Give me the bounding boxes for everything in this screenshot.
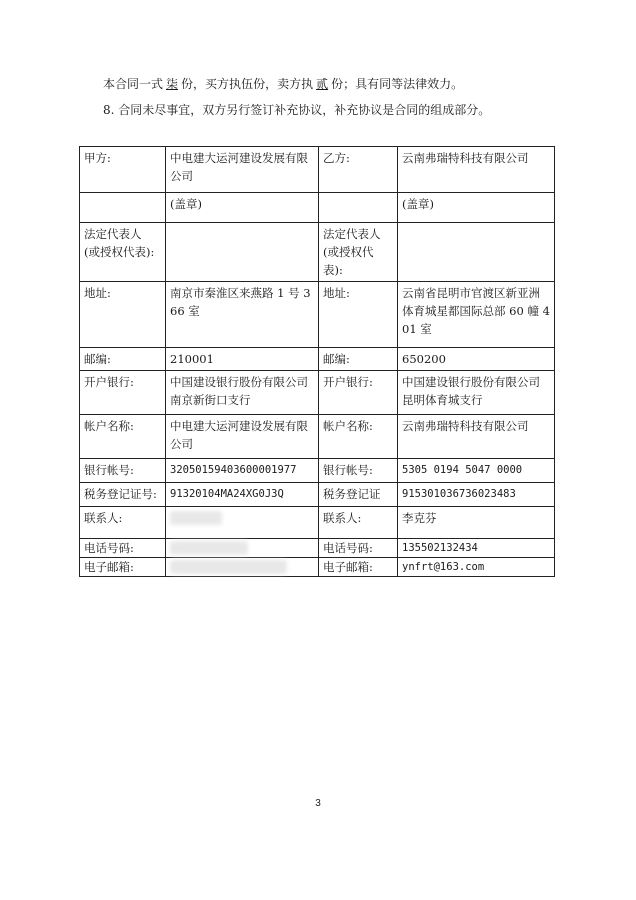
party-b-name: 云南弗瑞特科技有限公司: [398, 147, 555, 193]
table-row: [80, 507, 555, 539]
redacted-text: [170, 541, 248, 555]
copies-mid2: 份，卖方执: [253, 77, 314, 91]
table-row: [80, 415, 555, 459]
party-b-address: 云南省昆明市官渡区新亚洲体育城星都国际总部 60 幢 401 室: [398, 282, 555, 348]
party-b-account-name-label: 帐户名称:: [319, 415, 398, 459]
copies-clause: [103, 76, 463, 92]
party-a-label: 甲方:: [80, 147, 166, 193]
party-b-contact: 李克芬: [398, 507, 555, 539]
party-b-seal-note: (盖章): [398, 193, 555, 223]
table-row: [80, 193, 555, 223]
party-b-contact-label: 联系人:: [319, 507, 398, 539]
party-b-account-no: 5305 0194 5047 0000: [398, 459, 555, 483]
party-b-rep-label: 法定代表人 (或授权代表):: [319, 223, 398, 282]
party-a-seal-note: (盖章): [166, 193, 319, 223]
party-a-tax-id-label: 税务登记证号:: [80, 483, 166, 507]
party-a-email-label: 电子邮箱:: [80, 558, 166, 577]
party-a-phone-label: 电话号码:: [80, 539, 166, 558]
redacted-text: [170, 511, 222, 525]
party-b-tax-id: 915301036736023483: [398, 483, 555, 507]
party-b-phone-label: 电话号码:: [319, 539, 398, 558]
party-a-bank: 中国建设银行股份有限公司南京新街口支行: [166, 371, 319, 415]
table-row: [80, 539, 555, 558]
party-a-rep-label: 法定代表人 (或授权代表):: [80, 223, 166, 282]
party-b-email-label: 电子邮箱:: [319, 558, 398, 577]
party-a-name: 中电建大运河建设发展有限公司: [166, 147, 319, 193]
empty-cell: [80, 193, 166, 223]
party-a-postcode: 210001: [166, 348, 319, 371]
supplement-clause: 8. 合同未尽事宜，双方另行签订补充协议，补充协议是合同的组成部分。: [103, 103, 491, 117]
party-a-email: [166, 558, 319, 577]
party-a-contact-label: 联系人:: [80, 507, 166, 539]
total-copies: 柒: [166, 77, 179, 91]
party-b-postcode-label: 邮编:: [319, 348, 398, 371]
party-b-postcode: 650200: [398, 348, 555, 371]
party-a-postcode-label: 邮编:: [80, 348, 166, 371]
party-a-account-name-label: 帐户名称:: [80, 415, 166, 459]
table-row: [80, 282, 555, 348]
page-number: 3: [315, 798, 321, 809]
party-b-address-label: 地址:: [319, 282, 398, 348]
table-row: [80, 223, 555, 282]
table-row: [80, 348, 555, 371]
party-info-table: [79, 146, 555, 577]
party-b-bank-label: 开户银行:: [319, 371, 398, 415]
party-a-rep-stamp: [166, 223, 319, 282]
seller-copies: 贰: [316, 77, 329, 91]
party-a-account-name: 中电建大运河建设发展有限公司: [166, 415, 319, 459]
empty-cell: [319, 193, 398, 223]
party-a-phone: [166, 539, 319, 558]
table-row: [80, 147, 555, 193]
party-a-contact: [166, 507, 319, 539]
party-a-address: 南京市秦淮区来燕路 1 号 366 室: [166, 282, 319, 348]
party-b-phone: 135502132434: [398, 539, 555, 558]
party-a-account-no: 32050159403600001977: [166, 459, 319, 483]
redacted-text: [170, 560, 287, 574]
party-a-address-label: 地址:: [80, 282, 166, 348]
copies-mid1: 份，买方执: [181, 77, 242, 91]
party-b-account-name: 云南弗瑞特科技有限公司: [398, 415, 555, 459]
table-row: [80, 371, 555, 415]
table-row: [80, 483, 555, 507]
party-b-tax-id-label: 税务登记证: [319, 483, 398, 507]
party-b-label: 乙方:: [319, 147, 398, 193]
party-a-tax-id: 91320104MA24XG0J3Q: [166, 483, 319, 507]
party-b-email: ynfrt@163.com: [398, 558, 555, 577]
party-b-rep-signature: [398, 223, 555, 282]
party-b-account-no-label: 银行帐号:: [319, 459, 398, 483]
party-b-bank: 中国建设银行股份有限公司昆明体育城支行: [398, 371, 555, 415]
party-a-account-no-label: 银行帐号:: [80, 459, 166, 483]
buyer-copies: 伍: [241, 77, 254, 91]
copies-suffix: 份；具有同等法律效力。: [331, 77, 464, 91]
copies-prefix: 本合同一式: [103, 77, 164, 91]
table-row: [80, 459, 555, 483]
table-row: [80, 558, 555, 577]
party-a-bank-label: 开户银行:: [80, 371, 166, 415]
